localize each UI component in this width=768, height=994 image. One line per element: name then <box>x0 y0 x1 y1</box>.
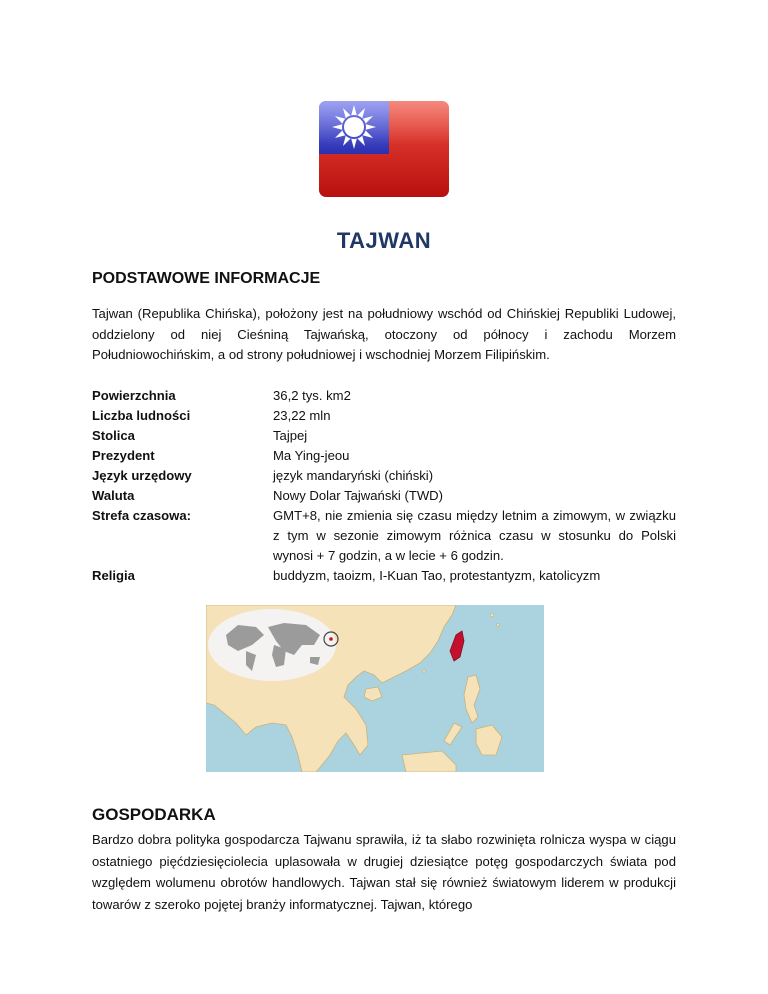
fact-row-area <box>92 386 676 406</box>
fact-row-timezone <box>92 506 676 566</box>
fact-value: buddyzm, taoizm, I-Kuan Tao, protestantyzm, katolicyzm <box>273 568 601 583</box>
fact-label: Prezydent <box>92 448 155 463</box>
fact-row-language <box>92 466 676 486</box>
fact-value: 23,22 mln <box>273 408 331 423</box>
fact-row-currency <box>92 486 676 506</box>
facts-table <box>92 386 676 586</box>
fact-value: 36,2 tys. km2 <box>273 388 351 403</box>
fact-label: Język urzędowy <box>92 468 192 483</box>
economy-paragraph: Bardzo dobra polityka gospodarcza Tajwanu sprawiła, iż ta słabo rozwinięta rolnicza wyspa w ciągu ostatniego pięćdziesięciolecia uplasowała w drugiej dziesiątce potęg gospodarczych świata pod względem wolumenu obrotów handlowych. Tajwan stał się również światowym liderem w produkcji towarów z szeroko pojętej branży informatycznej. Tajwan, którego <box>92 832 676 912</box>
fact-value: język mandaryński (chiński) <box>273 468 434 483</box>
fact-value: GMT+8, nie zmienia się czasu między letnim a zimowym, w związku z tym w sezonie zimowym różnica czasu w stosunku do Polski wynosi + 7 godzin, a w lecie + 6 godzin. <box>273 508 676 563</box>
fact-row-capital <box>92 426 676 446</box>
fact-label: Powierzchnia <box>92 388 176 403</box>
taiwan-locator-map <box>206 605 544 772</box>
fact-label: Religia <box>92 568 135 583</box>
fact-row-religion <box>92 566 676 586</box>
page-title: TAJWAN <box>336 228 432 253</box>
intro-paragraph: Tajwan (Republika Chińska), położony jest na południowy wschód od Chińskiej Republiki Ludowej, oddzielony od niej Cieśniną Tajwańską, otoczony od północy i zachodu Morzem Południowochińskim, a od strony południowej i wschodniej Morzem Filipińskim. <box>92 306 676 362</box>
fact-label: Stolica <box>92 428 135 443</box>
fact-value: Tajpej <box>273 428 308 443</box>
fact-label: Liczba ludności <box>92 408 191 423</box>
section-heading-basic-info: PODSTAWOWE INFORMACJE <box>92 270 321 287</box>
fact-label: Waluta <box>92 488 135 503</box>
fact-row-president <box>92 446 676 466</box>
fact-row-population <box>92 406 676 426</box>
taiwan-flag-image <box>317 99 451 199</box>
fact-value: Nowy Dolar Tajwański (TWD) <box>273 488 444 503</box>
section-heading-economy: GOSPODARKA <box>92 805 216 824</box>
fact-value: Ma Ying-jeou <box>273 448 350 463</box>
fact-label: Strefa czasowa: <box>92 508 191 523</box>
